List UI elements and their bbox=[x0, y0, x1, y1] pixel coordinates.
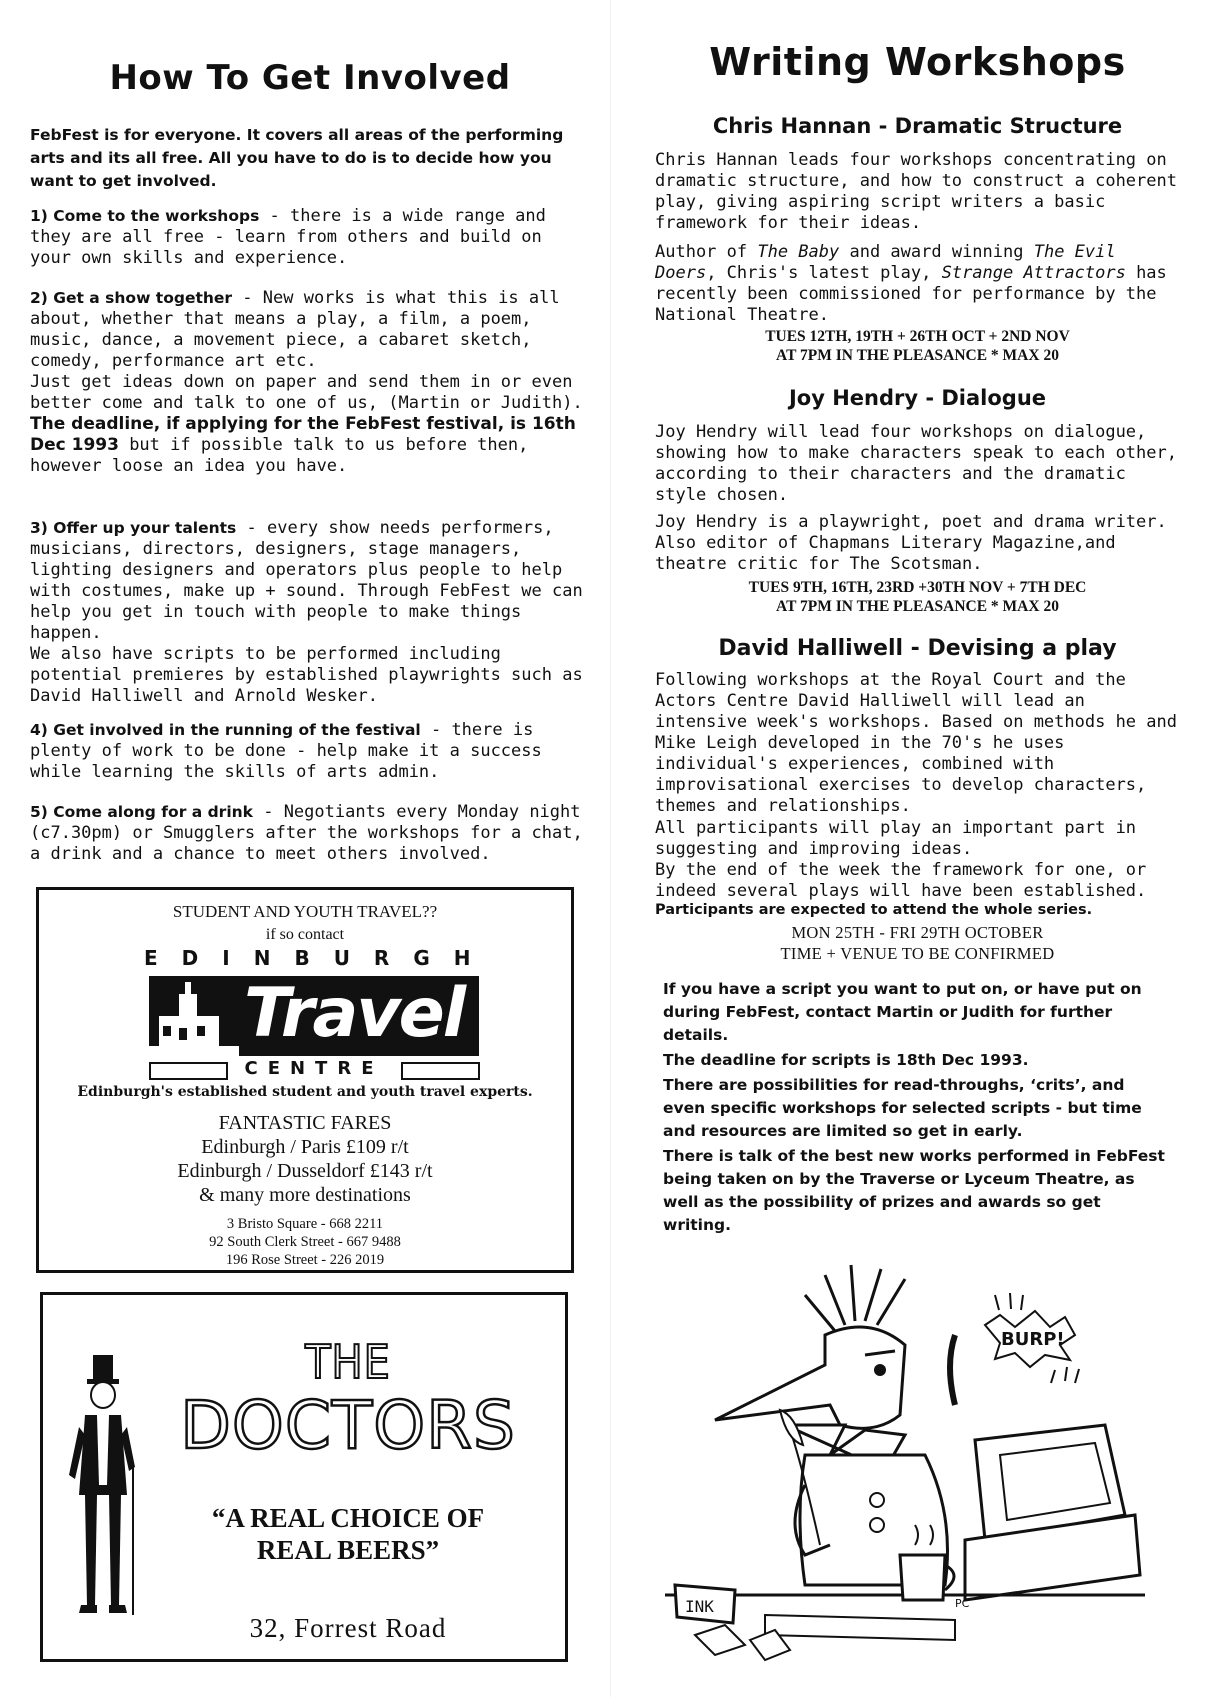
workshop-2-description: Joy Hendry will lead four workshops on dialogue, showing how to make characters speak to each other, according to their characters and the dramatic style chosen. bbox=[655, 422, 1177, 505]
item-4-lead: 4) Get involved in the running of the festival bbox=[30, 721, 421, 739]
item-3-text2: We also have scripts to be performed including potential premieres by established playwrights such as David Halliwell and Arnold Wesker. bbox=[30, 644, 583, 706]
author-text-c: and award winning bbox=[839, 242, 1034, 262]
the-doctors-advert bbox=[40, 1292, 568, 1662]
item-3 bbox=[30, 518, 590, 707]
workshop-2-venue: AT 7PM IN THE PLEASANCE * MAX 20 bbox=[776, 598, 1059, 615]
workshop-3-attendance: Participants are expected to attend the whole series. bbox=[655, 902, 1093, 918]
scripts-para-3: There are possibilities for read-throughs, ‘crits’, and even specific workshops for selected scripts - but time and resources are limited so get in early. bbox=[663, 1076, 1142, 1140]
author-text-g: has recently been commissioned for performance by the National Theatre. bbox=[655, 263, 1167, 325]
intro-paragraph: FebFest is for everyone. It covers all areas of the performing arts and its all free. All you have to do is to decide how you want to get involved. bbox=[30, 126, 564, 190]
workshop-1-description: Chris Hannan leads four workshops concentrating on dramatic structure, and how to construct a coherent play, giving aspiring script writers a basic framework for their ideas. bbox=[655, 150, 1177, 233]
workshop-3-participation: All participants will play an important part in suggesting and improving ideas. bbox=[655, 818, 1137, 859]
workshop-3-dates: MON 25TH - FRI 29TH OCTOBER bbox=[791, 923, 1044, 942]
travel-tagline: Edinburgh's established student and youth travel experts. bbox=[77, 1084, 533, 1100]
writer-cartoon-illustration bbox=[655, 1255, 1155, 1685]
workshop-2-bio: Joy Hendry is a playwright, poet and drama writer. Also editor of Chapmans Literary Magazine,and theatre critic for The Scotsman. bbox=[655, 512, 1167, 574]
fares-title: FANTASTIC FARES bbox=[218, 1112, 392, 1134]
workshop-3-outcome: By the end of the week the framework for one, or indeed several plays will have been established. bbox=[655, 860, 1147, 901]
item-1-text: - there is a wide range and they are all free - learn from others and build on your own skills and experience. bbox=[30, 206, 546, 268]
travel-logo-band bbox=[149, 976, 479, 1056]
workshop-1-dates: TUES 12TH, 19TH + 26TH OCT + 2ND NOV bbox=[765, 328, 1070, 345]
author-text-e: , Chris's latest play, bbox=[706, 263, 942, 283]
address-rose: 196 Rose Street - 226 2019 bbox=[225, 1252, 385, 1268]
writing-workshops-title: Writing Workshops bbox=[709, 40, 1126, 84]
item-5 bbox=[30, 802, 590, 865]
fare-more: & many more destinations bbox=[199, 1184, 411, 1206]
scripts-para-4: There is talk of the best new works performed in FebFest being taken on by the Traverse or Lyceum Theatre, as well as the possibility of prizes and awards so get writing. bbox=[663, 1147, 1165, 1234]
address-bristo: 3 Bristo Square - 668 2211 bbox=[226, 1216, 384, 1232]
brand-edinburgh: EDINBURGH bbox=[144, 946, 495, 970]
travel-centre-advert bbox=[36, 887, 574, 1273]
item-2-text2: Just get ideas down on paper and send them in or even better come and talk to one of us, (Martin or Judith). bbox=[30, 372, 583, 413]
item-2 bbox=[30, 288, 590, 477]
scripts-deadline: The deadline for scripts is 18th Dec 1993. bbox=[663, 1051, 1029, 1069]
item-2-lead: 2) Get a show together bbox=[30, 289, 233, 307]
item-3-lead: 3) Offer up your talents bbox=[30, 519, 237, 537]
title-the-evil-doers: The Evil Doers bbox=[655, 242, 1116, 283]
workshop-2-heading: Joy Hendry - Dialogue bbox=[788, 386, 1047, 410]
address-clerk: 92 South Clerk Street - 667 9488 bbox=[209, 1234, 401, 1250]
doctors-address: 32, Forrest Road bbox=[249, 1613, 447, 1643]
travel-contact: if so contact bbox=[265, 926, 345, 943]
title-strange-attractors: Strange Attractors bbox=[941, 263, 1126, 283]
fare-dusseldorf: Edinburgh / Dusseldorf £143 r/t bbox=[177, 1160, 433, 1182]
workshop-3-heading: David Halliwell - Devising a play bbox=[718, 636, 1117, 661]
ink-label: INK bbox=[685, 1597, 714, 1616]
workshop-1-heading: Chris Hannan - Dramatic Structure bbox=[712, 114, 1123, 138]
castle-icon bbox=[149, 976, 239, 1056]
title-the-baby: The Baby bbox=[757, 242, 840, 262]
brand-travel: Travel bbox=[244, 974, 465, 1053]
item-2-text3: but if possible talk to us before then, however loose an idea you have. bbox=[30, 435, 529, 476]
brand-centre: CENTRE bbox=[244, 1058, 384, 1079]
fare-paris: Edinburgh / Paris £109 r/t bbox=[201, 1136, 409, 1158]
travel-headline: STUDENT AND YOUTH TRAVEL?? bbox=[172, 902, 438, 921]
artist-initials: PC bbox=[955, 1597, 970, 1610]
item-1-lead: 1) Come to the workshops bbox=[30, 207, 260, 225]
brand-rule-right bbox=[401, 1062, 480, 1080]
scripts-para-1: If you have a script you want to put on, or have put on during FebFest, contact Martin or Judith for further details. bbox=[663, 980, 1142, 1044]
item-5-text: - Negotiants every Monday night (c7.30pm) or Smugglers after the workshops for a chat, a drink and a chance to meet others involved. bbox=[30, 802, 583, 864]
item-5-lead: 5) Come along for a drink bbox=[30, 803, 253, 821]
workshop-2-dates: TUES 9TH, 16TH, 23RD +30TH NOV + 7TH DEC bbox=[748, 579, 1087, 596]
item-2-text: - New works is what this is all about, whether that means a play, a film, a poem, music, dance, a movement piece, a cabaret sketch, comedy, performance art etc. bbox=[30, 288, 560, 371]
author-text-a: Author of bbox=[655, 242, 758, 262]
brand-rule-left bbox=[149, 1062, 228, 1080]
item-4-text: - there is plenty of work to be done - help make it a success while learning the skills of arts admin. bbox=[30, 720, 542, 782]
how-to-get-involved-title: How To Get Involved bbox=[109, 58, 511, 98]
workshop-3-venue: TIME + VENUE TO BE CONFIRMED bbox=[780, 944, 1055, 963]
scripts-callout bbox=[663, 978, 1168, 1237]
doctors-name: DOCTORS bbox=[180, 1387, 516, 1464]
workshop-3-description: Following workshops at the Royal Court and the Actors Centre David Halliwell will lead an intensive week's workshops. Based on methods he and Mike Leigh developed in the 70's he uses individual's experiences, combined with improvisational exercises to develop characters, themes and relationships. bbox=[655, 670, 1177, 816]
workshop-1-venue: AT 7PM IN THE PLEASANCE * MAX 20 bbox=[776, 347, 1059, 364]
item-1 bbox=[30, 206, 590, 269]
page-fold bbox=[610, 0, 611, 1697]
doctors-slogan-1: “A REAL CHOICE OF bbox=[211, 1503, 485, 1533]
doctors-slogan-2: REAL BEERS” bbox=[256, 1535, 440, 1565]
item-3-text: - every show needs performers, musicians, directors, designers, stage managers, lighting designers and operators plus people to help with costumes, make up + sound. Through FebFest we can help you get in touch with people to make things happen. bbox=[30, 518, 583, 643]
item-4 bbox=[30, 720, 590, 783]
burp-text: BURP! bbox=[1001, 1329, 1065, 1350]
workshop-1-author bbox=[655, 242, 1180, 326]
festival-deadline: The deadline, if applying for the FebFest festival, is 16th Dec 1993 bbox=[30, 414, 576, 455]
victorian-gentleman-illustration bbox=[63, 1355, 143, 1625]
doctors-the: THE bbox=[305, 1335, 391, 1389]
